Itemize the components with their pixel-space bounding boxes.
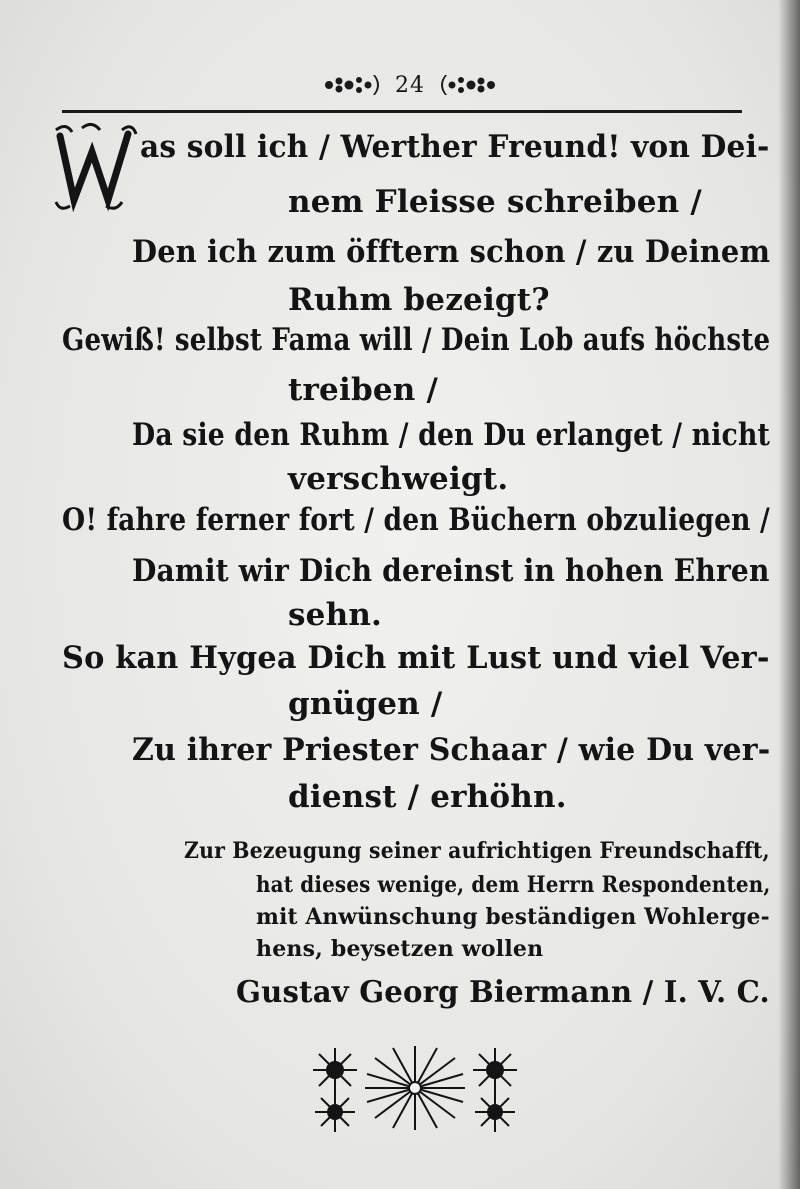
verse-line-3: Den ich zum öfftern schon / zu Deinem <box>132 234 771 270</box>
verse-line-4: Ruhm bezeigt? <box>288 282 550 318</box>
verse-line-1: as soll ich / Werther Freund! von Dei- <box>140 129 770 165</box>
verse-line-14: Zu ihrer Priester Schaar / wie Du ver- <box>132 732 771 768</box>
dedication-line-3: mit Anwünschung beständigen Wohlerge- <box>256 904 770 930</box>
verse-line-10: Damit wir Dich dereinst in hohen Ehren <box>132 553 770 589</box>
header-rule <box>62 110 742 113</box>
drop-cap-ornament <box>52 122 138 212</box>
drop-cap-letter: W <box>94 204 96 205</box>
verse-line-11: sehn. <box>288 597 383 633</box>
page-edge-shadow <box>778 0 800 1189</box>
right-header-ornament <box>437 72 499 98</box>
dedication-line-4: hens, beysetzen wollen <box>256 936 544 962</box>
page-header <box>300 68 520 102</box>
signature: Gustav Georg Biermann / I. V. C. <box>236 975 770 1010</box>
verse-line-5: Gewiß! selbst Fama will / Dein Lob aufs höchste <box>62 322 771 358</box>
verse-line-9: O! fahre ferner fort / den Büchern obzuliegen / <box>62 502 770 538</box>
verse-line-15: dienst / erhöhn. <box>288 779 567 815</box>
page-number: 24 <box>395 72 425 98</box>
dedication-line-2: hat dieses wenige, dem Herrn Respondenten, <box>256 872 771 898</box>
dedication-line-1: Zur Bezeugung seiner aufrichtigen Freundschafft, <box>184 838 770 864</box>
verse-line-7: Da sie den Ruhm / den Du erlanget / nicht <box>132 417 771 453</box>
tailpiece-fleuron <box>290 1040 540 1140</box>
verse-line-13: gnügen / <box>288 686 443 722</box>
left-header-ornament <box>321 72 383 98</box>
verse-line-2: nem Fleisse schreiben / <box>288 184 702 220</box>
verse-line-6: treiben / <box>288 372 439 408</box>
verse-line-8: verschweigt. <box>288 461 509 497</box>
verse-line-12: So kan Hygea Dich mit Lust und viel Ver- <box>62 640 770 676</box>
